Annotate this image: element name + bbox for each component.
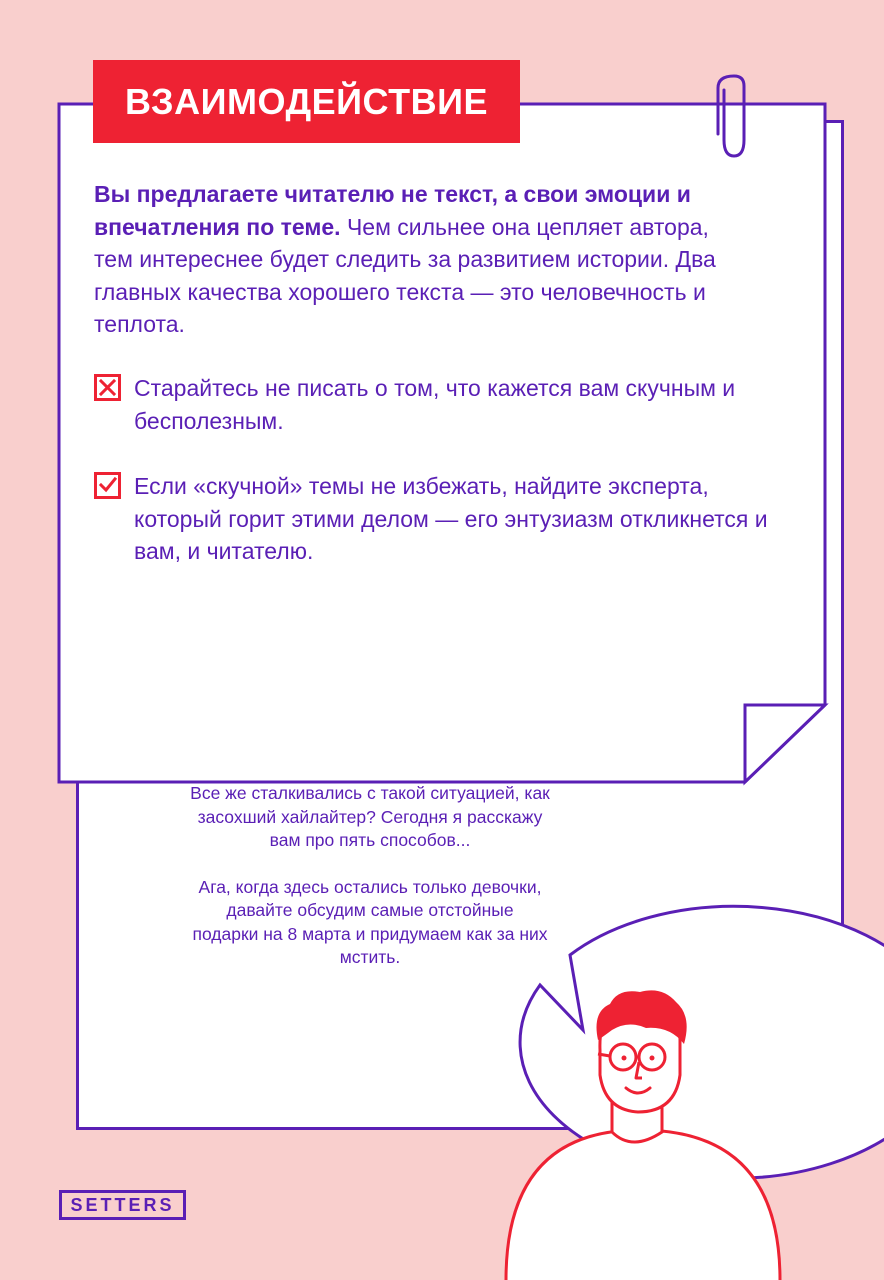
dont-item-text: Старайтесь не писать о том, что кажется вам скучным и бесполезным. xyxy=(134,375,736,434)
page-title: ВЗАИМОДЕЙСТВИЕ xyxy=(93,60,520,143)
speech-bubble-part1: Все же сталкивались с такой ситуацией, как засохший хайлайтер? Сегодня я расскажу вам про пять способов... xyxy=(190,783,550,850)
person-body xyxy=(506,1130,780,1280)
setters-logo: SETTERS xyxy=(59,1190,186,1220)
intro-bold-text: Вы предлагаете читателю не текст, а свои эмоции и впечатления по теме. xyxy=(94,181,691,240)
intro-regular-text: Чем сильнее она цепляет автора, тем интереснее будет следить за развитием истории. Два главных качества хорошего текста — это человечность и теплота. xyxy=(94,213,716,337)
do-item-text: Если «скучной» темы не избежать, найдите эксперта, который горит этими делом — его энтузиазм откликнется и вам, и читателю. xyxy=(134,473,768,564)
speech-bubble-part2: Ага, когда здесь остались только девочки, давайте обсудим самые отстойные подарки на 8 марта и придумаем как за них мстить. xyxy=(192,876,548,967)
